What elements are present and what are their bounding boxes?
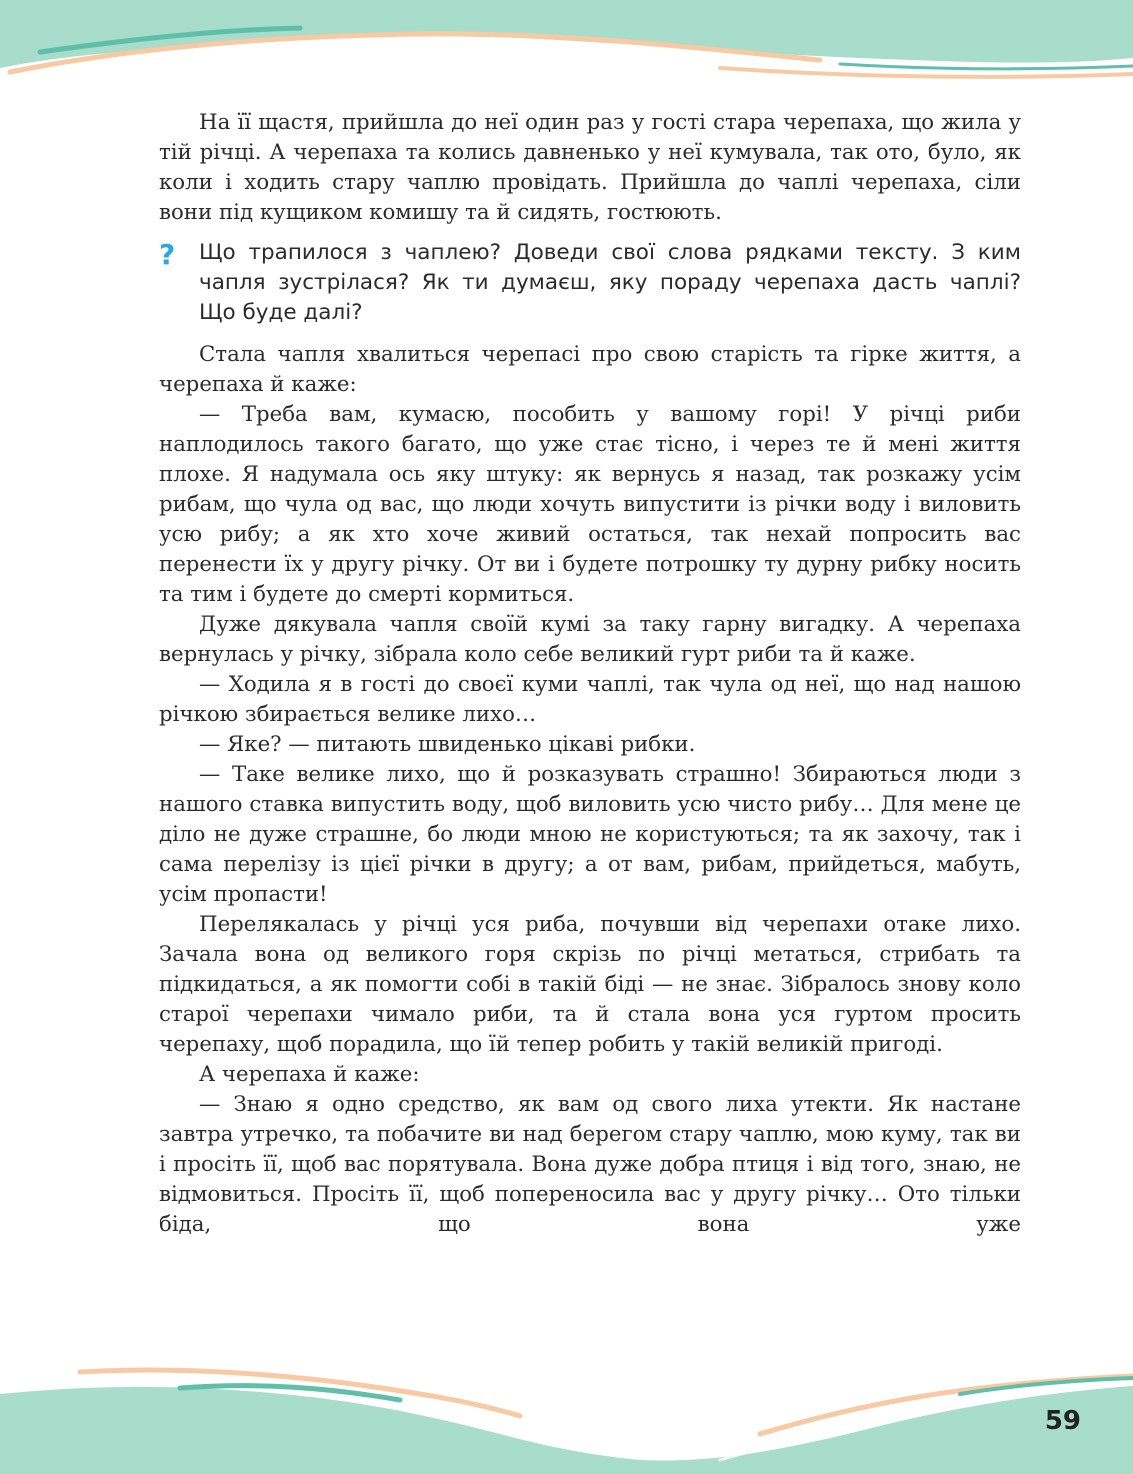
top-wave-decoration: [0, 0, 1133, 90]
paragraph: А черепаха й каже:: [199, 1062, 420, 1087]
question-block: [159, 238, 1021, 328]
page-number: 59: [1044, 1406, 1081, 1436]
paragraph: На її щастя, прийшла до неї один раз у гості стара черепаха, що жила у тій річці. А черепаха та колись давненько у неї кумувала, так ото, було, як коли і ходить стару чаплю провідать. Прийшла до чаплі черепаха, сіли вони під кущиком комишу та й сидять, гостюють.: [159, 110, 1021, 225]
question-line: Що буде далі?: [199, 300, 363, 325]
paragraph: — Ходила я в гості до своєї куми чаплі, так чула од неї, що над нашою річкою збирається велике лихо…: [159, 672, 1021, 727]
reading-text: [159, 108, 1021, 1240]
paragraph: — Таке велике лихо, що й розказувать страшно! Збираються люди з нашого ставка випустить воду, щоб виловить усю чисто рибу… Для мене це діло не дуже страшне, бо люди мною не користуються; та як захочу, так і сама перелізу із цієї річки в другу; а от вам, рибам, прийдеться, мабуть, усім пропасти!: [159, 762, 1021, 907]
question-mark-icon: ?: [159, 238, 176, 271]
question-line: чапля зустрілася? Як ти думаєш, яку пораду черепаха дасть чаплі?: [199, 270, 1021, 295]
paragraph: — Знаю я одно средство, як вам од свого лиха утекти. Як настане завтра утречко, та побачите ви над берегом стару чаплю, мою куму, так ви і просіть її, щоб вас порятувала. Вона дуже добра птиця і від того, знаю, не відмовиться. Просіть її, щоб попереносила вас у другу річку… Ото тільки біда, що вона уже: [159, 1092, 1021, 1237]
bottom-wave-decoration: [0, 1364, 1133, 1474]
paragraph: Стала чапля хвалиться черепасі про свою старість та гірке життя, а черепаха й каже:: [159, 342, 1021, 397]
paragraph: Перелякалась у річці уся риба, почувши від черепахи отаке лихо. Зачала вона од великого горя скрізь по річці метаться, стрибать та підкидаться, а як помогти собі в такій біді — не знає. Зібралось знову коло старої черепахи чимало риби, та й стала вона уся гуртом просить черепаху, щоб порадила, що їй тепер робить у такій великій пригоді.: [159, 912, 1021, 1057]
paragraph: Дуже дякувала чапля своїй кумі за таку гарну вигадку. А черепаха вернулась у річку, зібрала коло себе великий гурт риби та й каже.: [159, 612, 1021, 667]
question-line: Що трапилося з чаплею? Доведи свої слова рядками тексту. З ким: [199, 240, 1021, 265]
paragraph: — Яке? — питають швиденько цікаві рибки.: [199, 732, 696, 757]
paragraph: — Треба вам, кумасю, пособить у вашому горі! У річці риби наплодилось такого багато, що уже стає тісно, і через те й мені життя плохе. Я надумала ось яку штуку: як вернусь я назад, так розкажу усім рибам, що чула од вас, що люди хочуть випустити із річки воду і виловить усю рибу; а як хто хоче живий остаться, так нехай попросить вас перенести їх у другу річку. От ви і будете потрошку ту дурну рибку носить та тим і будете до смерті кормиться.: [159, 402, 1021, 607]
